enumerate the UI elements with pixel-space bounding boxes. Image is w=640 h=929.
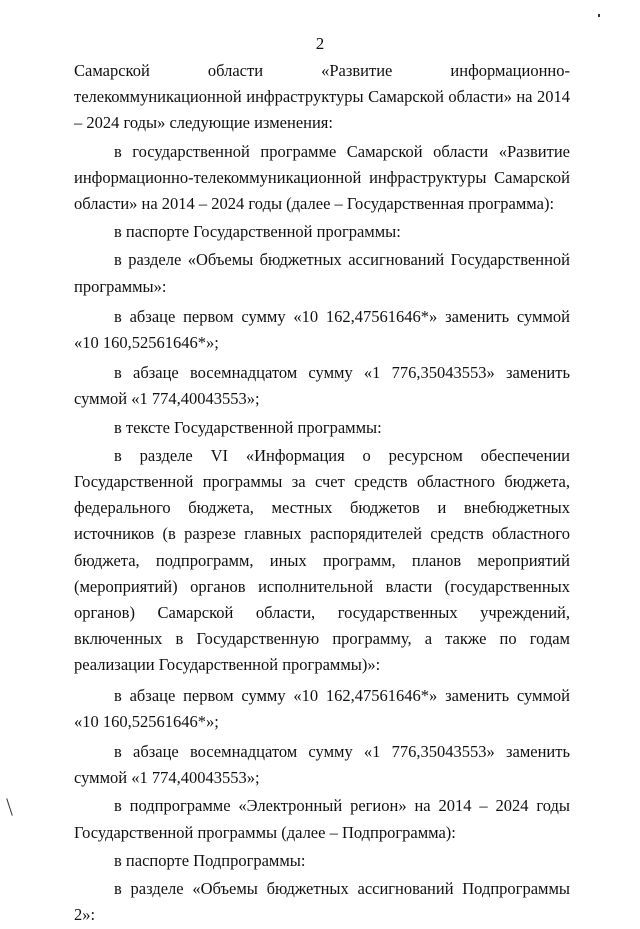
paragraph: Самарской области «Развитие информационно-телекоммуникационной инфраструктуры Самарской области» на 2014 – 2024 годы» следующие изменения: (74, 61, 570, 133)
paragraph: в абзаце восемнадцатом сумму «1 776,35043553» заменить суммой «1 774,40043553»; (74, 363, 570, 409)
paragraph: в паспорте Государственной программы: (114, 222, 401, 242)
paragraph: в паспорте Подпрограммы: (114, 850, 306, 870)
paragraph: в подпрограмме «Электронный регион» на 2014 – 2024 годы Государственной программы (далее – Подпрограмма): (74, 796, 570, 842)
page-number: 2 (315, 34, 325, 53)
scan-speck (598, 14, 600, 17)
paragraph: в разделе VI «Информация о ресурсном обеспечении Государственной программы за счет средств областного бюджета, федерального бюджета, местных бюджетов и внебюджетных источников (в разрезе главных распорядителей средств областного бюджета, подпрограмм, иных программ, планов мероприятий (мероприятий) органов исполнительной власти (государственных органов) Самарской области, государственных учреждений, включенных в Государственную программу, а также по годам реализации Государственной программы)»: (74, 445, 570, 675)
paragraph: в абзаце первом сумму «10 162,47561646*» заменить суммой «10 160,52561646*»; (74, 685, 570, 731)
paragraph: в тексте Государственной программы: (114, 417, 382, 437)
paragraph: в разделе «Объемы бюджетных ассигнований Государственной программы»: (74, 250, 570, 296)
paragraph: в абзаце первом сумму «10 162,47561646*» заменить суммой «10 160,52561646*»; (74, 306, 570, 353)
scan-mark (6, 798, 13, 815)
paragraph: в государственной программе Самарской области «Развитие информационно-телекоммуникационной инфраструктуры Самарской области» на 2014 – 2024 годы (далее – Государственная программа): (74, 141, 570, 214)
paragraph: в разделе «Объемы бюджетных ассигнований Подпрограммы 2»: (74, 879, 570, 925)
document-body (74, 58, 570, 929)
paragraph: в абзаце восемнадцатом сумму «1 776,35043553» заменить суммой «1 774,40043553»; (74, 742, 570, 788)
